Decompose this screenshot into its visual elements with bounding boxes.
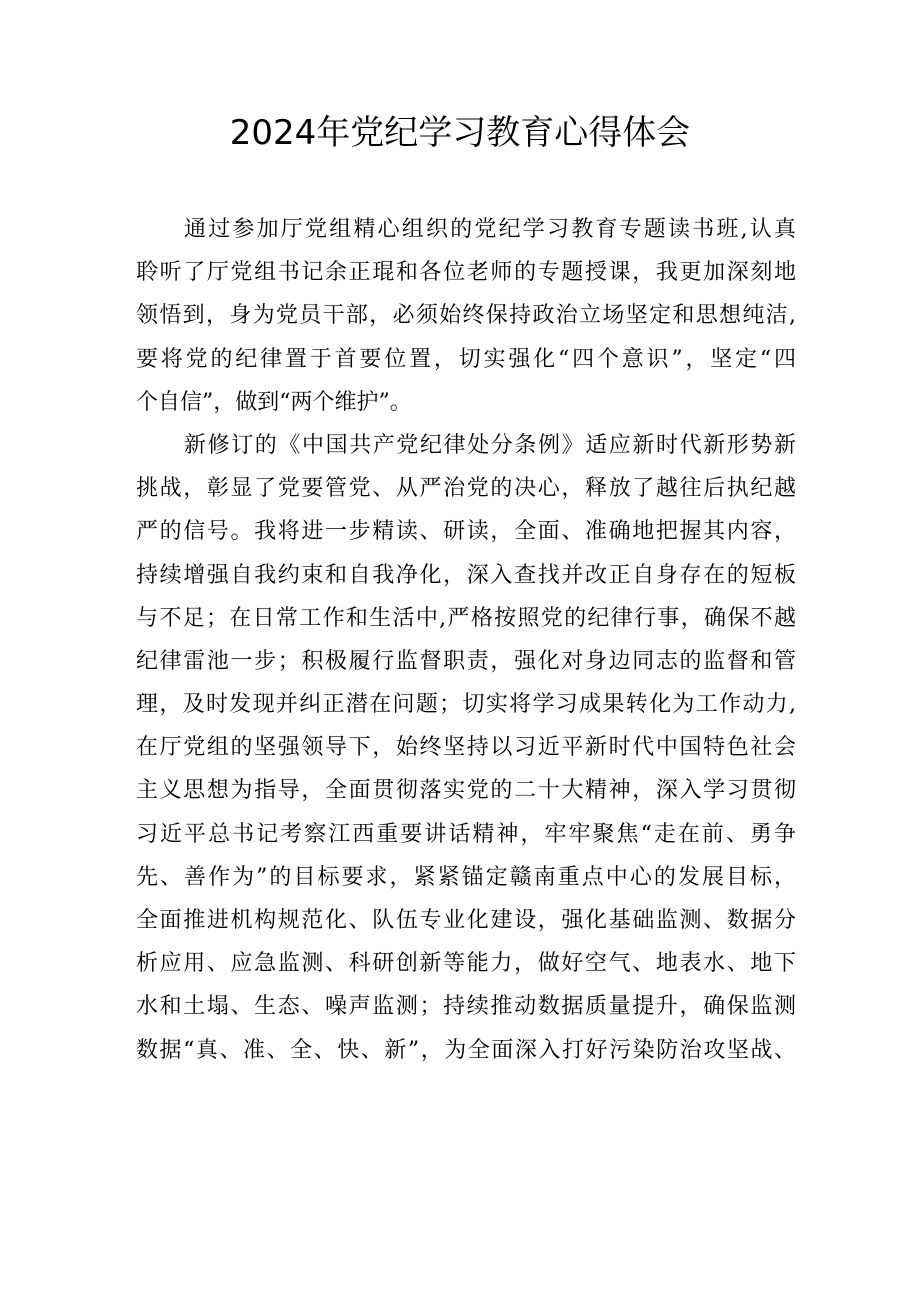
paragraph-2-line-14: 水和土塌、生态、噪声监测；持续推动数据质量提升，确保监测 [136,994,796,1020]
paragraph-2-line-13: 析应用、应急监测、科研创新等能力，做好空气、地表水、地下 [136,951,796,977]
paragraph-2-line-3: 严的信号。我将进一步精读、研读，全面、准确地把握其内容， [136,519,796,545]
paragraph-1-line-1: 通过参加厅党组精心组织的党纪学习教育专题读书班,认真 [184,217,796,242]
paragraph-1-line-3: 领悟到，身为党员干部，必须始终保持政治立场坚定和思想纯洁, [136,303,796,329]
paragraph-2-line-7: 理，及时发现并纠正潜在问题；切实将学习成果转化为工作动力, [136,692,796,718]
paragraph-2-line-5: 与不足；在日常工作和生活中,严格按照党的纪律行事，确保不越 [136,605,796,631]
paragraph-1-line-4: 要将党的纪律置于首要位置，切实强化“四个意识”，坚定“四 [136,346,796,372]
document-title: 2024年党纪学习教育心得体会 [229,113,691,153]
paragraph-2-line-9: 主义思想为指导，全面贯彻落实党的二十大精神，深入学习贯彻 [136,778,796,804]
paragraph-1-line-2: 聆听了厅党组书记余正琨和各位老师的专题授课，我更加深刻地 [136,260,796,286]
paragraph-2-line-11: 先、善作为”的目标要求，紧紧锚定赣南重点中心的发展目标， [136,864,796,890]
paragraph-1-line-5: 个自信”，做到“两个维护”。 [136,389,412,415]
document-body [136,208,796,1072]
paragraph-2-line-6: 纪律雷池一步；积极履行监督职责，强化对身边同志的监督和管 [136,648,796,674]
paragraph-2-line-2: 挑战，彰显了党要管党、从严治党的决心，释放了越往后执纪越 [136,476,796,502]
paragraph-2-line-8: 在厅党组的坚强领导下，始终坚持以习近平新时代中国特色社会 [136,735,796,761]
paragraph-2-line-4: 持续增强自我约束和自我净化，深入查找并改正自身存在的短板 [136,562,796,588]
paragraph-2-line-1: 新修订的《中国共产党纪律处分条例》适应新时代新形势新 [184,432,796,458]
paragraph-2-line-15: 数据“真、准、全、快、新”，为全面深入打好污染防治攻坚战、 [136,1037,796,1063]
paragraph-2-line-12: 全面推进机构规范化、队伍专业化建设，强化基础监测、数据分 [136,908,796,933]
paragraph-2-line-10: 习近平总书记考察江西重要讲话精神，牢牢聚焦“走在前、勇争 [136,821,796,847]
